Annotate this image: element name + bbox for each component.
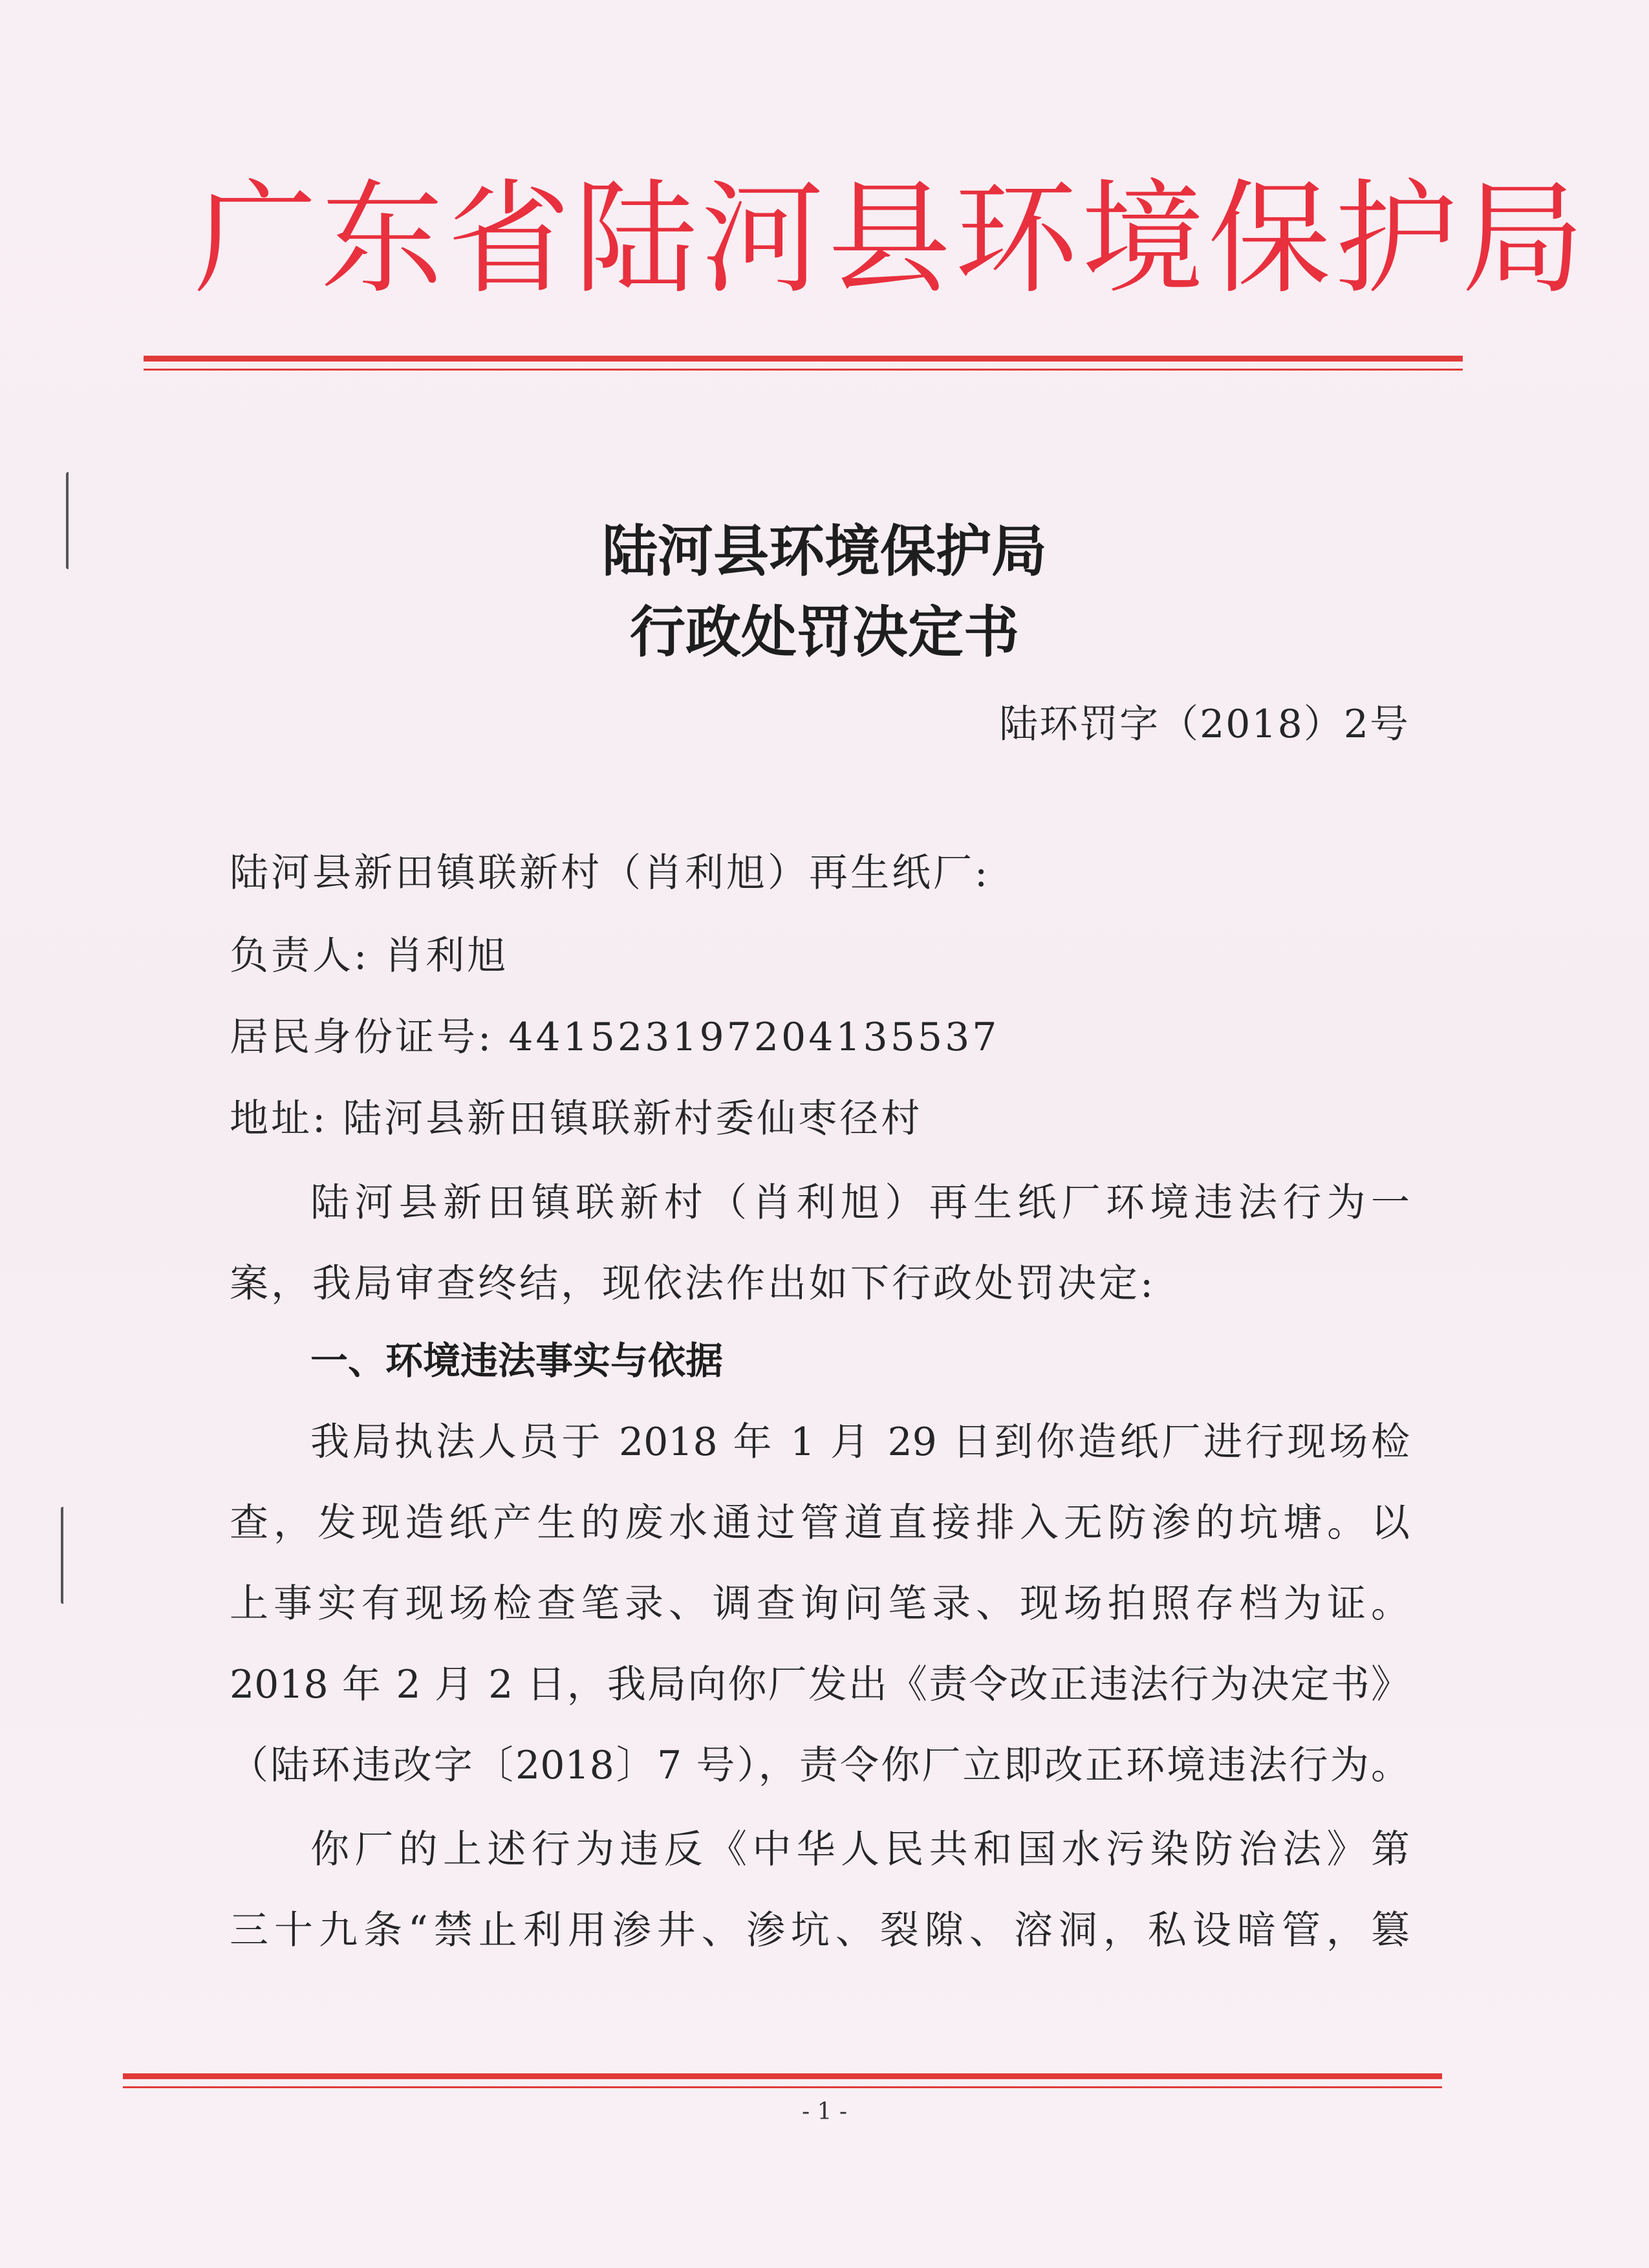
paragraph-1-line-3: 上事实有现场检查笔录、调查询问笔录、现场拍照存档为证。 [230, 1581, 1410, 1626]
section-heading-1: 一、环境违法事实与依据 [310, 1339, 724, 1383]
paragraph-2-line-2: 三十九条“禁止利用渗井、渗坑、裂隙、溶洞，私设暗管，篡 [230, 1908, 1410, 1953]
letterhead-red-rule-thin [144, 369, 1463, 371]
paragraph-1-line-2: 查，发现造纸产生的废水通过管道直接排入无防渗的坑塘。以 [230, 1500, 1410, 1546]
intro-paragraph-line-1: 陆河县新田镇联新村（肖利旭）再生纸厂环境违法行为一 [310, 1180, 1410, 1226]
footer-red-rule-thin [123, 2086, 1442, 2088]
agency-letterhead-title: 广东省陆河县环境保护局 [194, 167, 1589, 310]
intro-paragraph-line-2: 案，我局审查终结，现依法作出如下行政处罚决定: [230, 1261, 1156, 1306]
paragraph-1-line-5: （陆环违改字〔2018〕7 号），责令你厂立即改正环境违法行为。 [230, 1743, 1410, 1788]
paragraph-1-line-4: 2018 年 2 月 2 日，我局向你厂发出《责令改正违法行为决定书》 [230, 1662, 1410, 1707]
footer-red-rule-thick [123, 2073, 1442, 2079]
document-number: 陆环罚字（2018）2号 [999, 702, 1410, 747]
party-address: 地址: 陆河县新田镇联新村委仙枣径村 [230, 1096, 923, 1141]
document-title-line-2: 行政处罚决定书 [630, 599, 1019, 665]
party-id-number: 居民身份证号: 441523197204135537 [230, 1015, 1000, 1060]
page-number: - 1 - [801, 2099, 848, 2125]
paragraph-1-line-1: 我局执法人员于 2018 年 1 月 29 日到你造纸厂进行现场检 [310, 1420, 1410, 1465]
party-responsible-person: 负责人: 肖利旭 [230, 933, 509, 978]
document-title-line-1: 陆河县环境保护局 [602, 519, 1047, 584]
party-name: 陆河县新田镇联新村（肖利旭）再生纸厂: [230, 850, 991, 896]
staple-mark-bottom [61, 1507, 67, 1604]
paragraph-2-line-1: 你厂的上述行为违反《中华人民共和国水污染防治法》第 [310, 1827, 1410, 1872]
letterhead-red-rule-thick [144, 356, 1463, 362]
